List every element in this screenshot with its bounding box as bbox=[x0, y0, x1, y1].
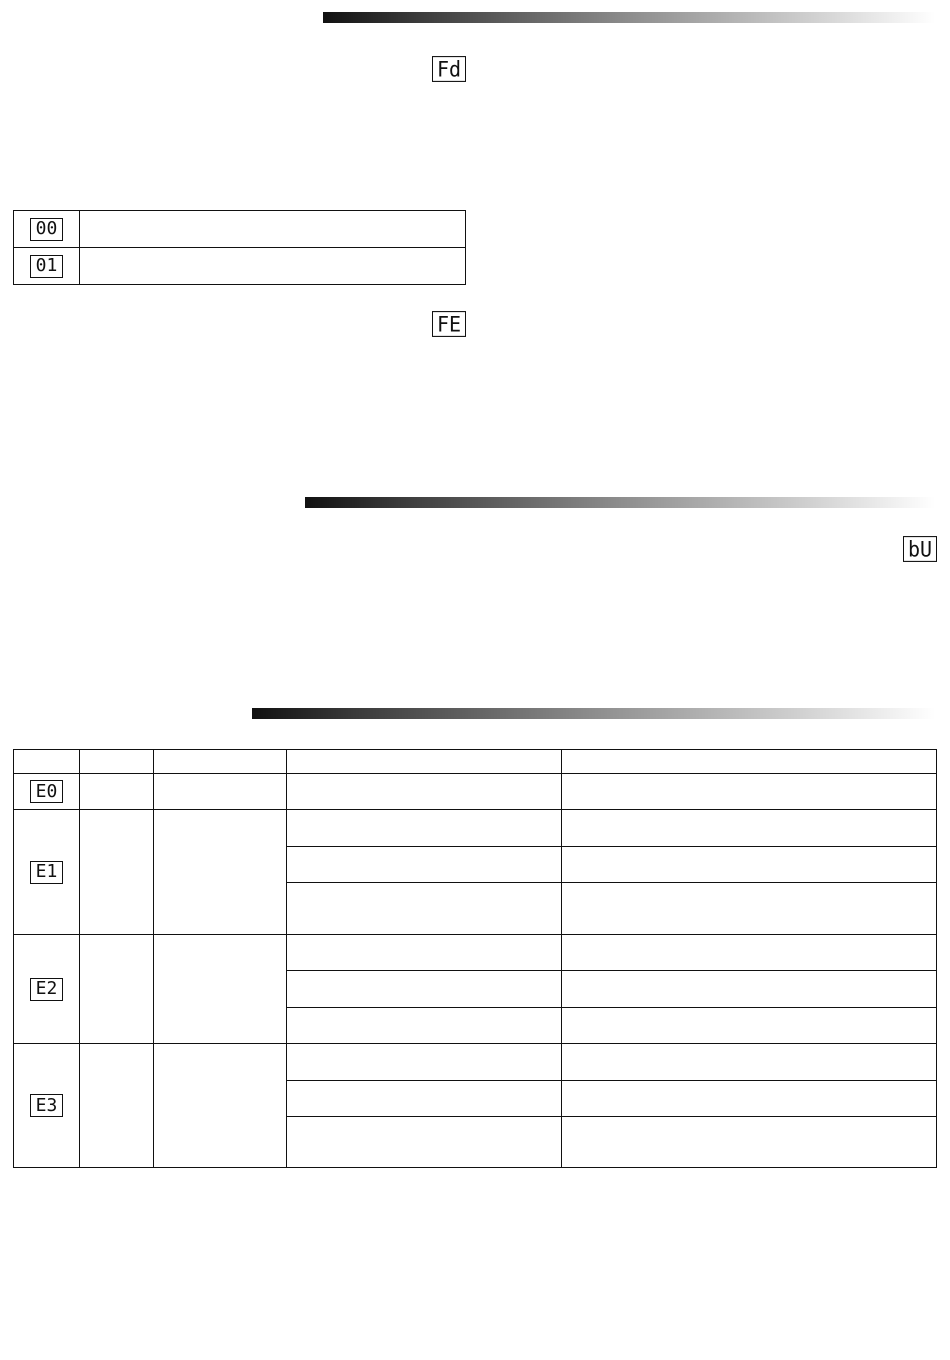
mode-table bbox=[13, 210, 466, 285]
cell bbox=[153, 1044, 286, 1168]
display-code: E1 bbox=[30, 861, 63, 884]
display-code-bu: bU bbox=[903, 536, 937, 562]
cell bbox=[79, 935, 153, 1044]
cell bbox=[562, 971, 937, 1008]
cell bbox=[153, 935, 286, 1044]
cell bbox=[286, 847, 562, 883]
cell bbox=[286, 883, 562, 935]
cell bbox=[286, 810, 562, 847]
header-cell bbox=[286, 750, 562, 774]
table-row bbox=[14, 810, 937, 847]
cell bbox=[286, 1008, 562, 1044]
cell bbox=[562, 1008, 937, 1044]
display-code: 00 bbox=[30, 218, 63, 241]
cell bbox=[562, 1044, 937, 1081]
cell bbox=[562, 883, 937, 935]
table-row bbox=[14, 774, 937, 810]
cell bbox=[562, 847, 937, 883]
table-row bbox=[14, 248, 466, 285]
table-row bbox=[14, 1044, 937, 1081]
cell bbox=[562, 810, 937, 847]
cell bbox=[153, 774, 286, 810]
cell bbox=[286, 935, 562, 971]
header-cell bbox=[79, 750, 153, 774]
cell bbox=[286, 1117, 562, 1168]
cell bbox=[562, 1117, 937, 1168]
section-divider-bar bbox=[323, 12, 935, 23]
cell bbox=[79, 810, 153, 935]
table-header-row bbox=[14, 750, 937, 774]
error-code-cell bbox=[14, 774, 80, 810]
error-code-cell bbox=[14, 1044, 80, 1168]
header-cell bbox=[153, 750, 286, 774]
description-cell bbox=[80, 211, 466, 248]
display-code: 01 bbox=[30, 255, 63, 278]
error-code-table bbox=[13, 749, 937, 1168]
cell bbox=[286, 971, 562, 1008]
header-cell bbox=[14, 750, 80, 774]
cell bbox=[562, 1081, 937, 1117]
cell bbox=[79, 774, 153, 810]
table-row bbox=[14, 211, 466, 248]
code-cell bbox=[14, 248, 80, 285]
cell bbox=[562, 935, 937, 971]
cell bbox=[562, 774, 937, 810]
description-cell bbox=[80, 248, 466, 285]
display-code: E3 bbox=[30, 1094, 63, 1117]
display-code-fd: Fd bbox=[432, 56, 466, 82]
display-code-fe: FE bbox=[432, 311, 466, 337]
cell bbox=[286, 774, 562, 810]
error-code-cell bbox=[14, 935, 80, 1044]
display-code: E0 bbox=[30, 780, 63, 803]
section-divider-bar bbox=[252, 708, 935, 719]
display-code: E2 bbox=[30, 978, 63, 1001]
cell bbox=[286, 1044, 562, 1081]
section-divider-bar bbox=[305, 497, 935, 508]
header-cell bbox=[562, 750, 937, 774]
code-cell bbox=[14, 211, 80, 248]
error-code-cell bbox=[14, 810, 80, 935]
table-row bbox=[14, 935, 937, 971]
cell bbox=[153, 810, 286, 935]
cell bbox=[79, 1044, 153, 1168]
cell bbox=[286, 1081, 562, 1117]
